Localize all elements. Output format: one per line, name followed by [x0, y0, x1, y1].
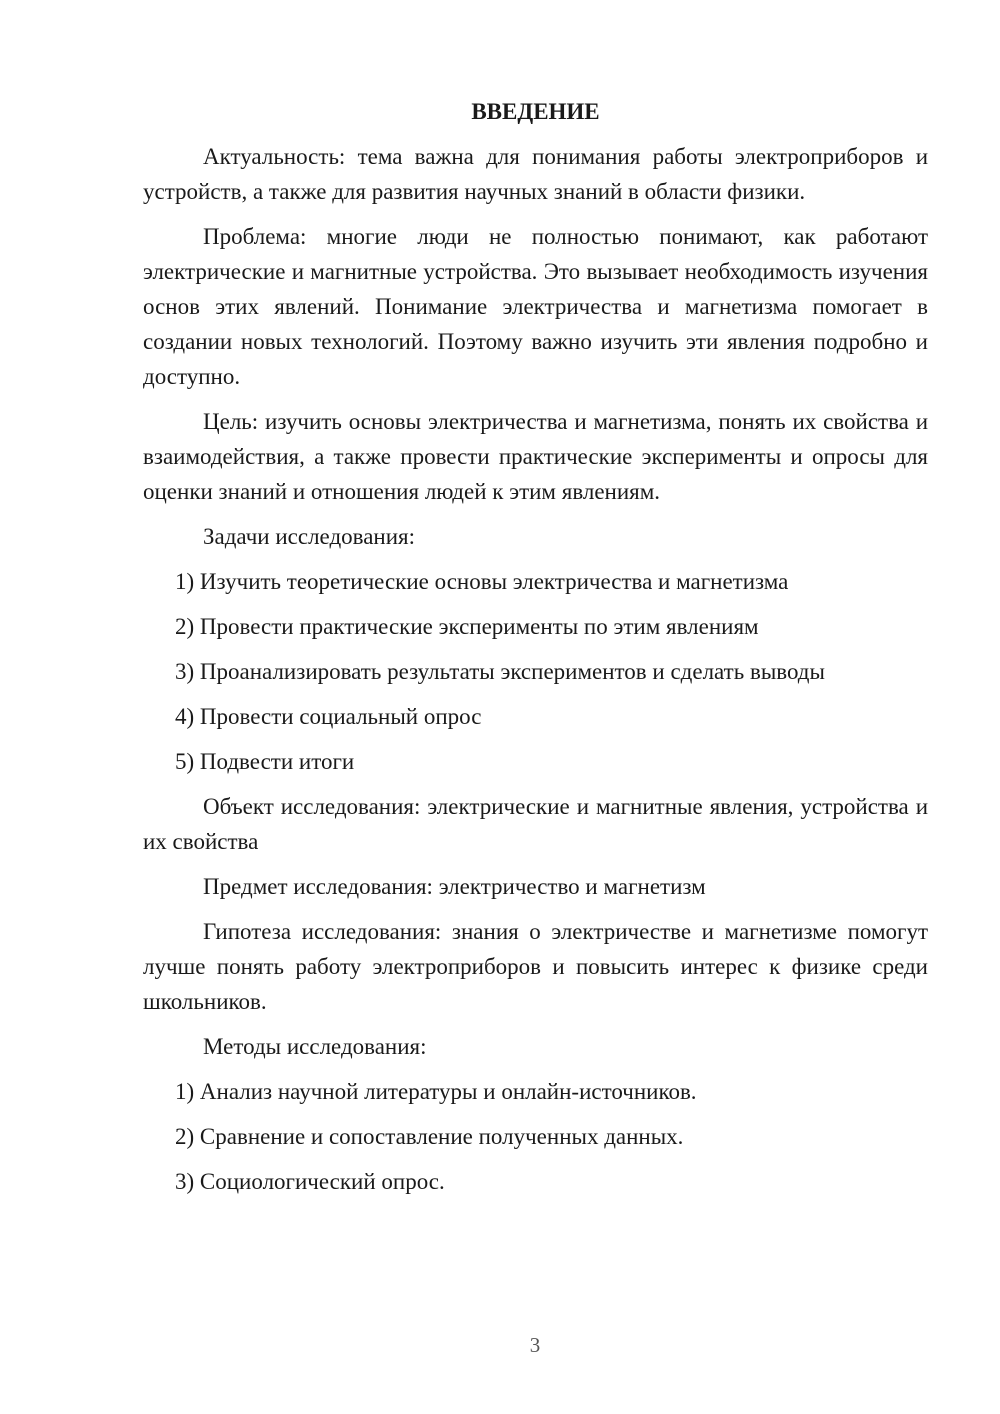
methods-heading: Методы исследования: [203, 1034, 427, 1059]
task-item: 1) Изучить теоретические основы электричества и магнетизма [175, 569, 789, 594]
relevance-paragraph: Актуальность: тема важна для понимания работы электроприборов и устройств, а также для развития научных знаний в области физики. [143, 144, 928, 204]
method-item: 1) Анализ научной литературы и онлайн-источников. [175, 1079, 697, 1104]
method-item: 2) Сравнение и сопоставление полученных данных. [175, 1124, 684, 1149]
section-title: ВВЕДЕНИЕ [471, 99, 600, 124]
goal-paragraph: Цель: изучить основы электричества и магнетизма, понять их свойства и взаимодействия, а также провести практические эксперименты и опросы для оценки знаний и отношения людей к этим явлениям. [143, 409, 928, 504]
task-item: 2) Провести практические эксперименты по этим явлениям [175, 614, 759, 639]
hypothesis-paragraph: Гипотеза исследования: знания о электричестве и магнетизме помогут лучше понять работу электроприборов и повысить интерес к физике среди школьников. [143, 919, 928, 1014]
task-item: 4) Провести социальный опрос [175, 704, 482, 729]
document-body [143, 94, 928, 1209]
tasks-heading: Задачи исследования: [203, 524, 416, 549]
object-paragraph: Объект исследования: электрические и магнитные явления, устройства и их свойства [143, 794, 928, 854]
subject-paragraph: Предмет исследования: электричество и магнетизм [203, 874, 706, 899]
problem-paragraph: Проблема: многие люди не полностью понимают, как работают электрические и магнитные устройства. Это вызывает необходимость изучения основ этих явлений. Понимание электричества и магнетизма помогает в создании новых технологий. Поэтому важно изучить эти явления подробно и доступно. [143, 224, 928, 389]
method-item: 3) Социологический опрос. [175, 1169, 445, 1194]
task-item: 5) Подвести итоги [175, 749, 355, 774]
task-item: 3) Проанализировать результаты экспериментов и сделать выводы [175, 659, 825, 684]
page-number: 3 [529, 1333, 541, 1357]
